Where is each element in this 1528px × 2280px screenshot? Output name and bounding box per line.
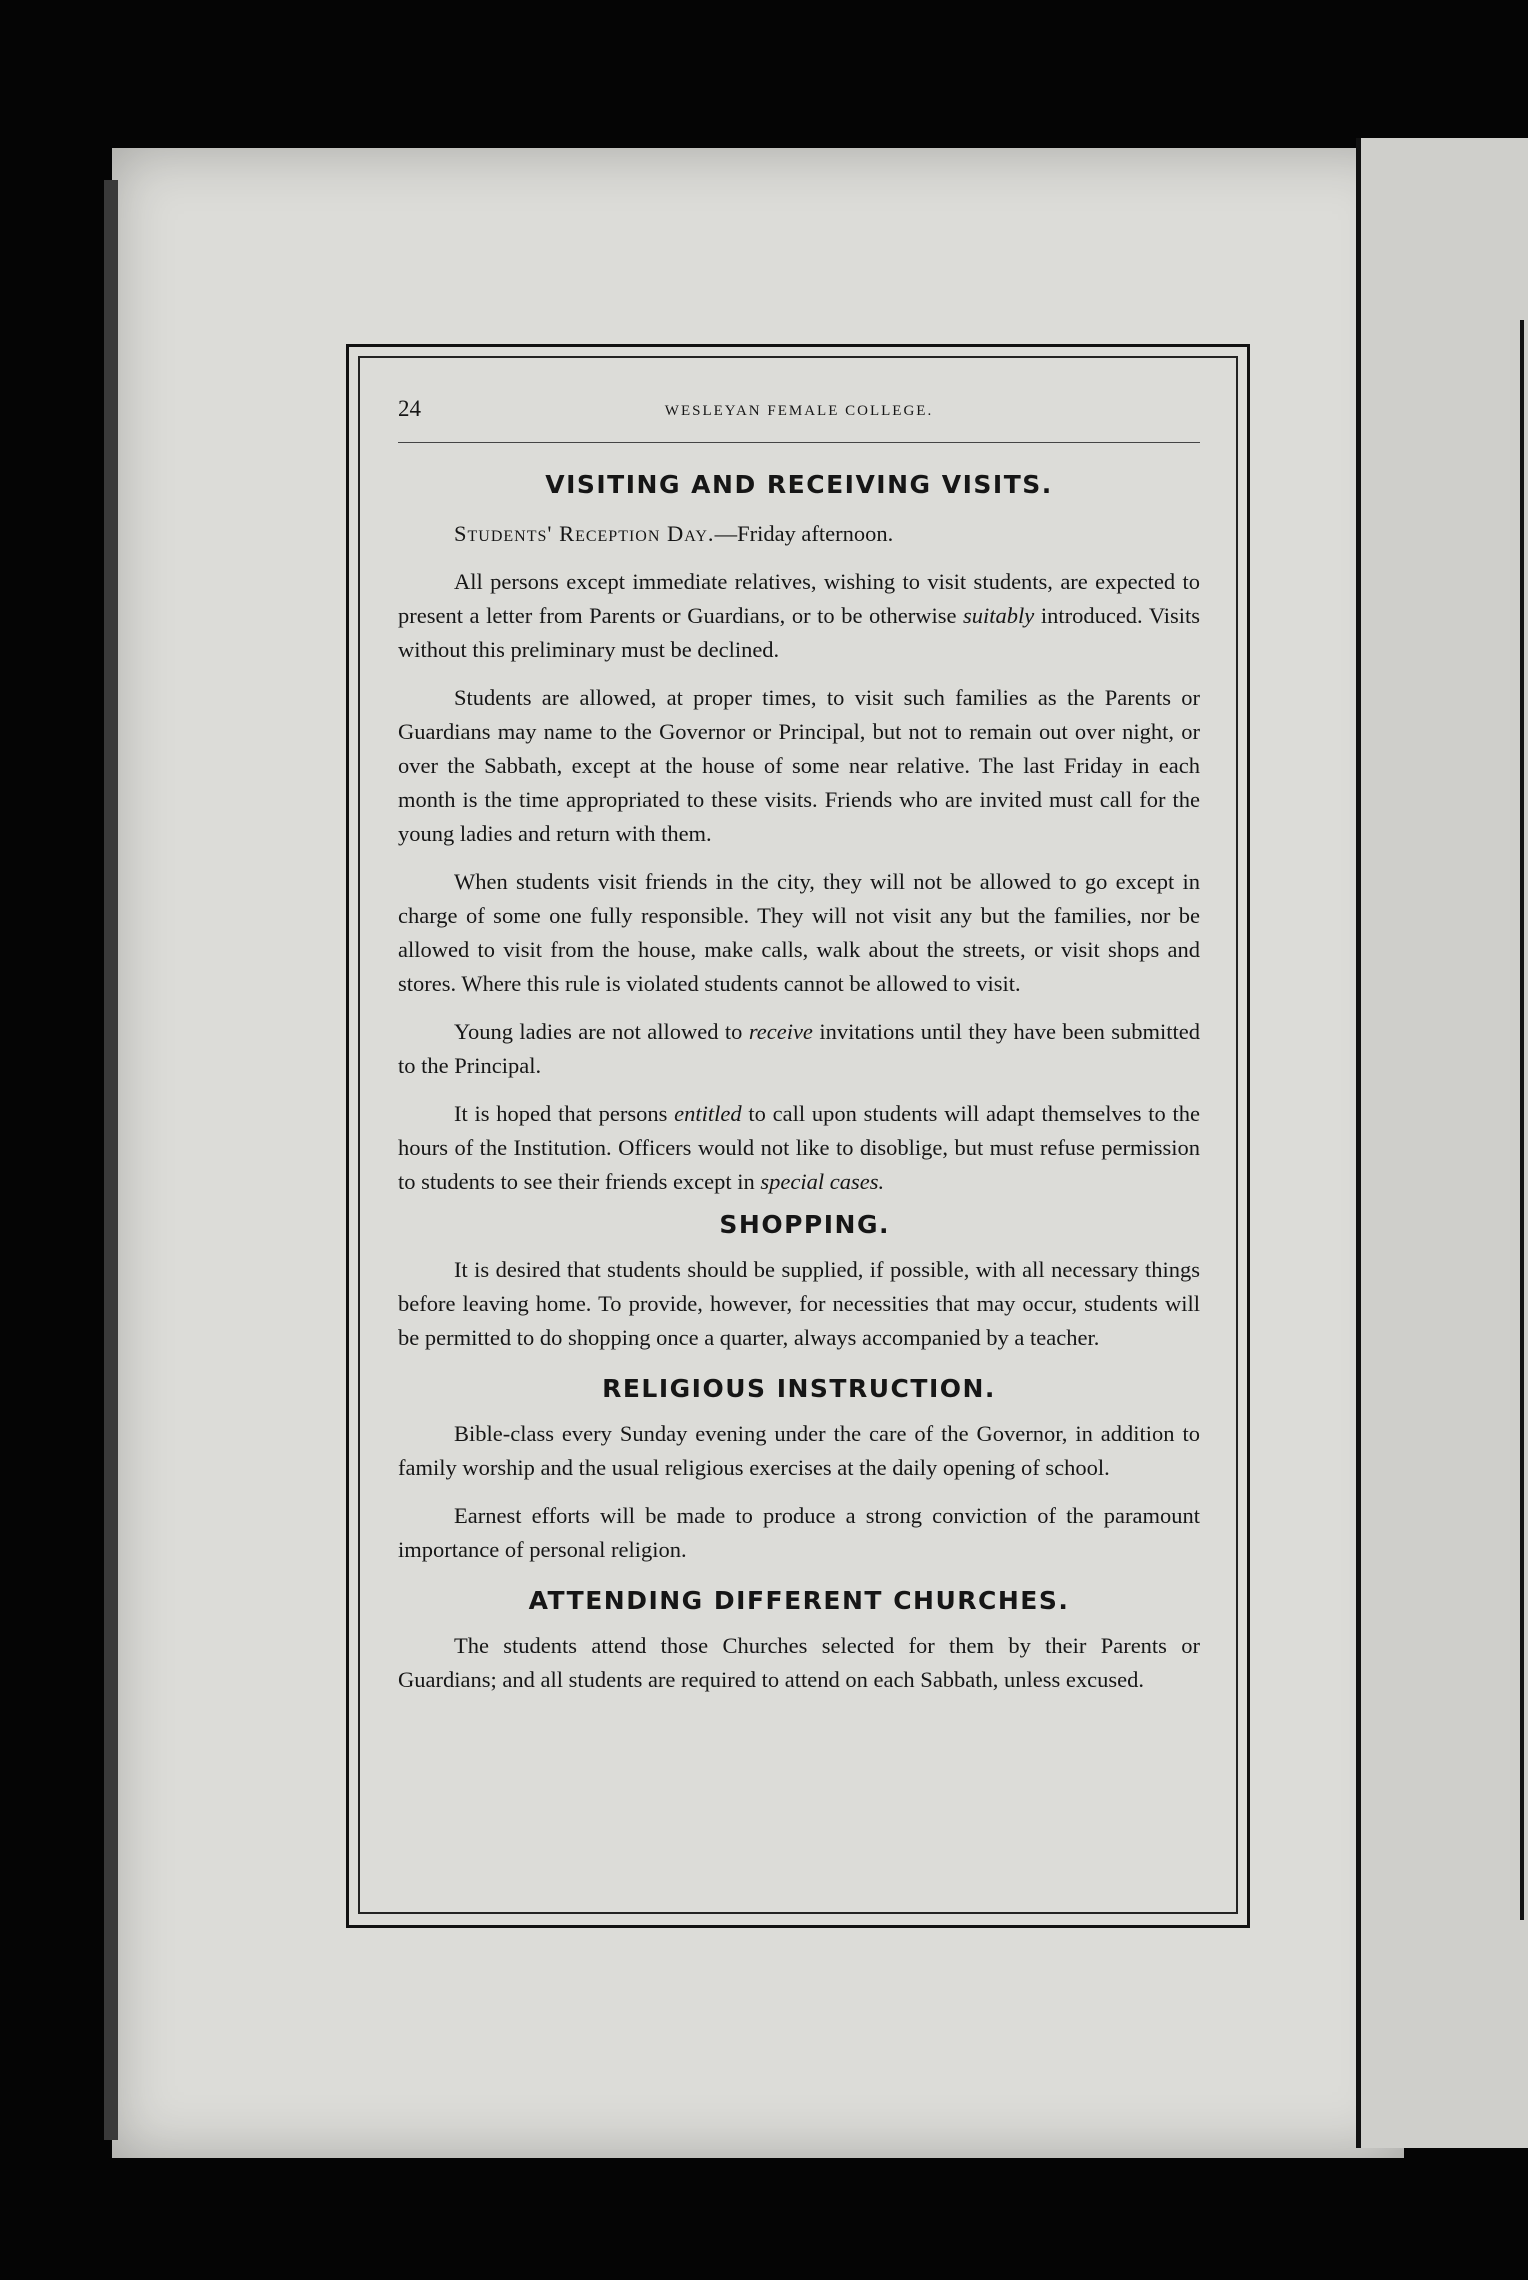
page-binding-edge <box>104 180 118 2140</box>
header-rule <box>398 442 1200 443</box>
page-content <box>398 392 1200 1711</box>
visiting-p5-part-a: It is hoped that persons <box>454 1101 675 1126</box>
visiting-p4-emphasis: receive <box>748 1019 813 1044</box>
shopping-paragraph-1: It is desired that students should be supplied, if possible, with all necessary things before leaving home. To provide, however, for necessities that may occur, students will be permitted to do shopping once a quarter, always accompanied by a teacher. <box>398 1257 1200 1350</box>
religious-paragraph-1: Bible-class every Sunday evening under the care of the Governor, in addition to family worship and the usual religious exercises at the daily opening of school. <box>398 1421 1200 1480</box>
churches-paragraph-1: The students attend those Churches selected for them by their Parents or Guardians; and all students are required to attend on each Sabbath, unless excused. <box>398 1633 1200 1692</box>
heading-visiting: VISITING AND RECEIVING VISITS. <box>545 470 1053 499</box>
visiting-p1-emphasis: suitably <box>963 603 1035 628</box>
visiting-p5-emphasis-2: special cases. <box>760 1169 885 1194</box>
reception-day-label: Students' Reception Day. <box>454 521 715 546</box>
visiting-paragraph-4 <box>398 1015 1200 1083</box>
religious-paragraph-2: Earnest efforts will be made to produce a strong conviction of the paramount importance of personal religion. <box>398 1503 1200 1562</box>
reception-day-value: —Friday afternoon. <box>714 521 894 546</box>
heading-attending-churches: ATTENDING DIFFERENT CHURCHES. <box>528 1586 1070 1615</box>
visiting-p1-part-a: All persons except immediate relatives, wishing to visit students, are expected to present a letter from Parents or Guardians, or to be otherwise <box>398 569 1200 628</box>
heading-shopping: SHOPPING. <box>719 1210 890 1239</box>
facing-page-edge <box>1356 138 1528 2148</box>
running-head <box>398 392 1200 432</box>
visiting-p1-part-b: introduced. Visits without this preliminary must be declined. <box>398 603 1200 662</box>
reception-day-paragraph <box>398 517 1200 551</box>
running-title: WESLEYAN FEMALE COLLEGE. <box>664 403 934 419</box>
page-number: 24 <box>398 396 421 421</box>
visiting-p4-part-a: Young ladies are not allowed to <box>454 1019 749 1044</box>
heading-religious-instruction: RELIGIOUS INSTRUCTION. <box>602 1374 996 1403</box>
facing-page-border <box>1520 320 1528 1920</box>
visiting-paragraph-3: When students visit friends in the city, they will not be allowed to go except in charge of some one fully responsible. They will not visit any but the families, nor be allowed to visit from the house, make calls, walk about the streets, or visit shops and stores. Where this rule is violated students cannot be allowed to visit. <box>398 869 1200 996</box>
visiting-p5-part-b: to call upon students will adapt themselves to the hours of the Institution. Officers would not like to disoblige, but must refuse permission to students to see their friends except in <box>398 1101 1201 1194</box>
visiting-p5-emphasis: entitled <box>674 1101 742 1126</box>
visiting-p4-part-b: invitations until they have been submitted to the Principal. <box>398 1019 1200 1078</box>
visiting-paragraph-1 <box>398 565 1200 667</box>
visiting-paragraph-5 <box>398 1097 1200 1199</box>
visiting-paragraph-2: Students are allowed, at proper times, to visit such families as the Parents or Guardians may name to the Governor or Principal, but not to remain out over night, or over the Sabbath, except at the house of some near relative. The last Friday in each month is the time appropriated to these visits. Friends who are invited must call for the young ladies and return with them. <box>398 685 1200 846</box>
